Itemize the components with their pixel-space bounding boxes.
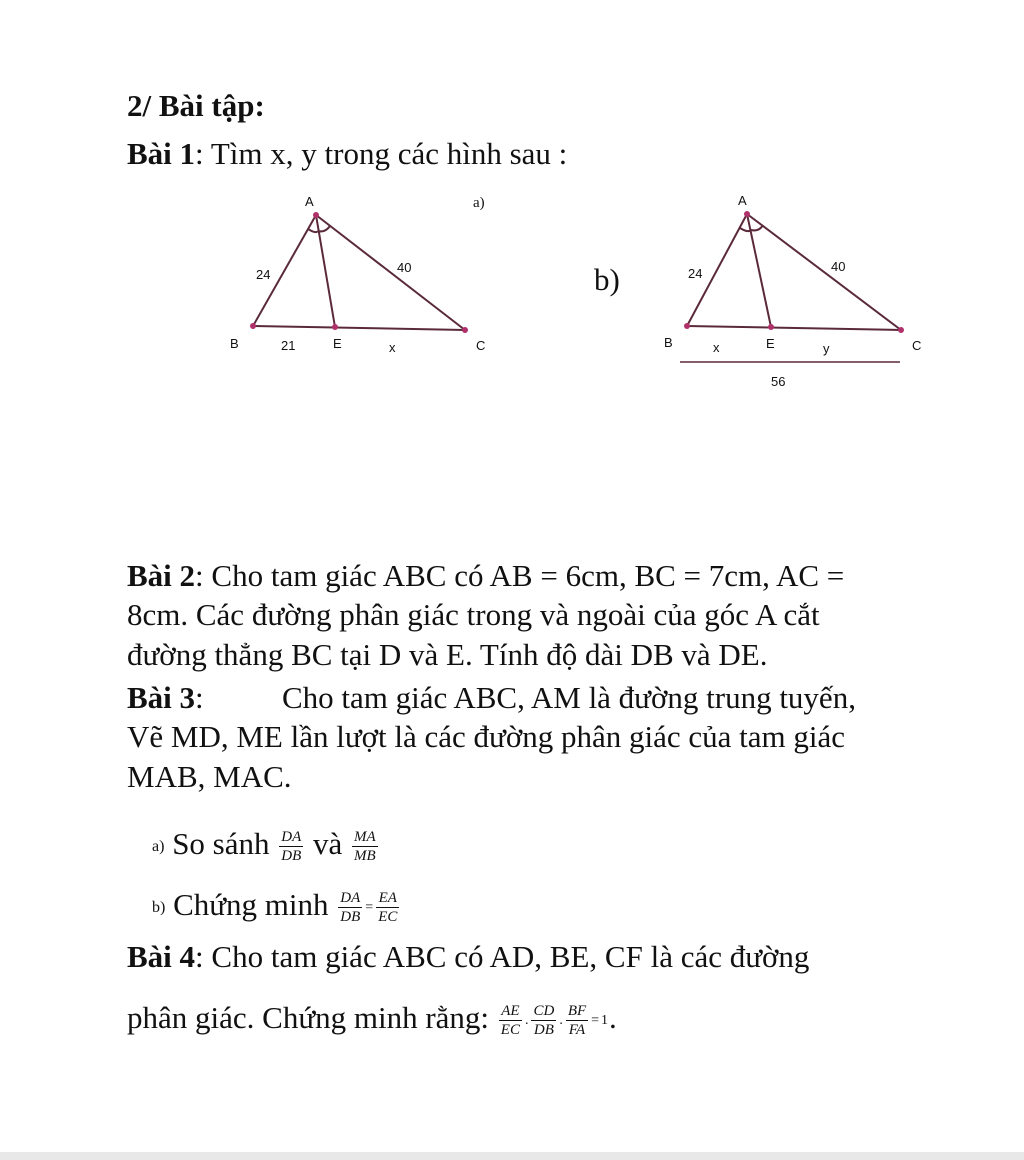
dot-1: . xyxy=(524,1012,529,1028)
label-be: 21 xyxy=(281,338,296,353)
figure-b-tag: b) xyxy=(594,262,620,297)
fraction-da-db: $\frac{DA}{DB}$ xyxy=(281,829,302,865)
bai4-label: Bài 4 xyxy=(127,939,196,974)
bai1-label: Bài 1 xyxy=(127,136,196,171)
bai3-line-3: MAB, MAC. xyxy=(127,759,292,794)
figure-a-tag: a) xyxy=(473,195,485,211)
part-a-text: So sánh xyxy=(172,826,270,861)
bai4-text-1: : Cho tam giác ABC có AD, BE, CF là các đường xyxy=(195,939,810,974)
point-a xyxy=(313,212,319,218)
point-b xyxy=(684,323,690,329)
label-a: A xyxy=(738,193,747,208)
bai2-line-3: đường thẳng BC tại D và E. Tính độ dài DB và DE. xyxy=(127,637,768,672)
bai2-label: Bài 2 xyxy=(127,558,196,593)
dot-2: . xyxy=(559,1012,563,1028)
one-value: 1 xyxy=(601,1012,609,1028)
angle-arc-2 xyxy=(318,226,330,231)
label-ec: x xyxy=(389,340,396,355)
label-ac: 40 xyxy=(397,260,412,275)
bai3-part-b xyxy=(152,869,401,944)
point-e xyxy=(768,324,774,330)
label-ab: 24 xyxy=(256,267,271,282)
label-be: x xyxy=(713,340,720,355)
bai3-label: Bài 3 xyxy=(127,680,196,715)
segment-bc xyxy=(687,326,901,330)
part-a-and: và xyxy=(313,826,343,861)
point-e xyxy=(332,324,338,330)
fraction-ma-mb: $\frac{MA}{MB}$ xyxy=(354,829,376,865)
fraction-cd-db: $\frac{CD}{DB}$ xyxy=(533,1003,555,1039)
fraction-ea-ec: $\frac{EA}{EC}$ xyxy=(378,890,398,926)
end-period: . xyxy=(609,1000,617,1035)
label-ac: 40 xyxy=(831,259,846,274)
label-c: C xyxy=(912,338,922,353)
segment-ac xyxy=(747,214,901,330)
label-ec: y xyxy=(823,341,830,356)
fraction-ae-ec: $\frac{AE}{EC}$ xyxy=(500,1003,520,1039)
part-b-tag: b) xyxy=(152,898,166,916)
bai3-colon: : xyxy=(195,680,204,715)
bai4-line-1 xyxy=(127,937,809,977)
label-a: A xyxy=(305,194,314,209)
bai2-text-1: : Cho tam giác ABC có AB = 6cm, BC = 7cm, AC = xyxy=(195,558,845,593)
segment-bc xyxy=(253,326,465,330)
fraction-bf-fa: $\frac{BF}{FA}$ xyxy=(567,1003,587,1039)
label-b: B xyxy=(664,335,673,350)
bottom-bar xyxy=(0,1152,1024,1160)
point-c xyxy=(462,327,468,333)
equals-sign: = xyxy=(365,899,374,915)
label-ab: 24 xyxy=(688,266,703,281)
point-a xyxy=(744,211,750,217)
section-heading: 2/ Bài tập: xyxy=(127,88,265,123)
bai4-line-2 xyxy=(127,982,617,1057)
label-b: B xyxy=(230,336,239,351)
figure-b xyxy=(585,188,945,398)
point-c xyxy=(898,327,904,333)
equals-sign-4: = xyxy=(591,1012,600,1028)
bai1-line xyxy=(127,134,567,174)
segment-ac xyxy=(316,215,465,330)
bai1-text: : Tìm x, y trong các hình sau : xyxy=(195,136,568,171)
bai2-line-1 xyxy=(127,556,844,596)
part-a-tag: a) xyxy=(152,837,165,855)
bai4-text-2: phân giác. Chứng minh rằng: xyxy=(127,1000,490,1035)
label-e: E xyxy=(766,336,775,351)
label-e: E xyxy=(333,336,342,351)
label-bc: 56 xyxy=(771,374,786,389)
label-c: C xyxy=(476,338,486,353)
bai3-line-1 xyxy=(127,678,204,718)
point-b xyxy=(250,323,256,329)
fraction-da-db-b: $\frac{DA}{DB}$ xyxy=(340,890,361,926)
bai3-line-2: Vẽ MD, ME lần lượt là các đường phân giác của tam giác xyxy=(127,719,846,754)
angle-arc-1 xyxy=(308,229,318,232)
bai2-line-2: 8cm. Các đường phân giác trong và ngoài của góc A cắt xyxy=(127,597,820,632)
part-b-text: Chứng minh xyxy=(173,887,329,922)
bai3-text-1: Cho tam giác ABC, AM là đường trung tuyến, xyxy=(282,680,856,715)
figure-a xyxy=(220,188,520,363)
